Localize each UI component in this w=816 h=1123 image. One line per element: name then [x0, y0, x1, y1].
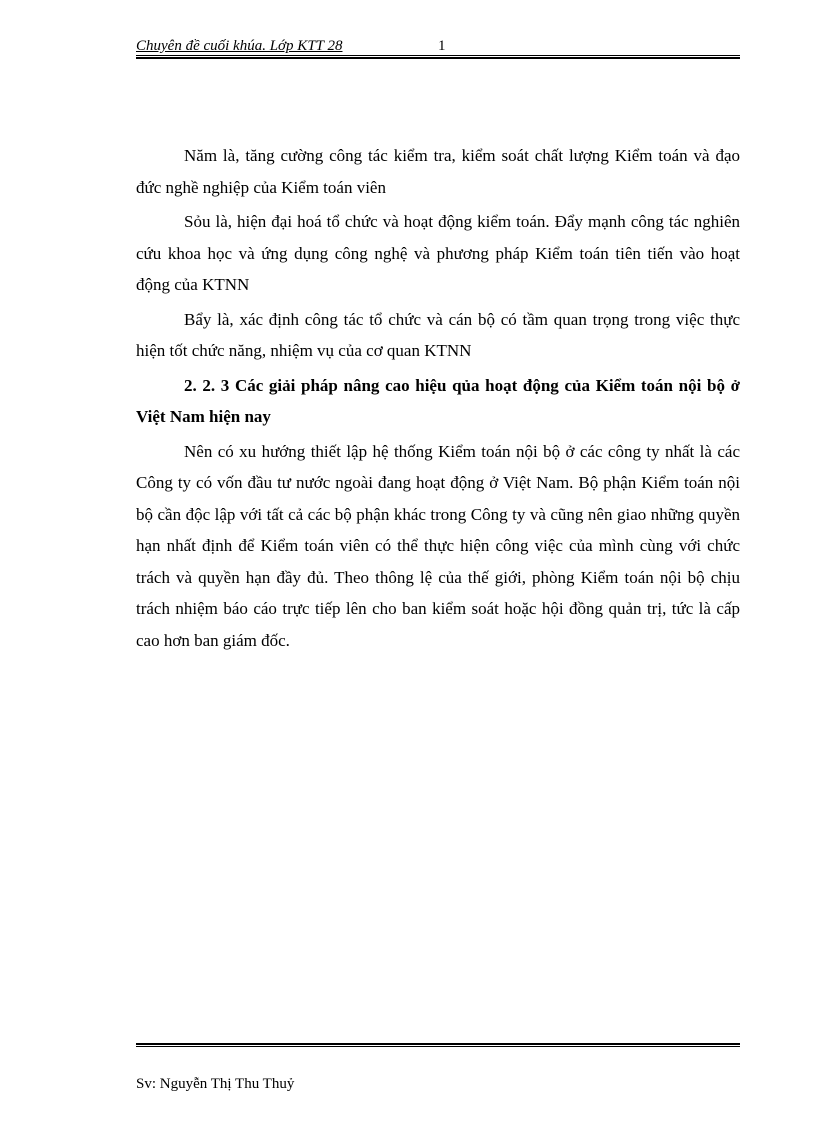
document-body	[136, 140, 740, 659]
paragraph-bay-la: Bẩy là, xác định công tác tổ chức và cán bộ có tầm quan trọng trong việc thực hiện tốt chức năng, nhiệm vụ của cơ quan KTNN	[136, 309, 740, 360]
footer-author: Sv: Nguyễn Thị Thu Thuỷ	[136, 1076, 295, 1092]
paragraph-nam-la: Năm là, tăng cường công tác kiểm tra, kiểm soát chất lượng Kiểm toán và đạo đức nghề nghiệp của Kiểm toán viên	[136, 146, 740, 197]
page-number: 1	[438, 38, 446, 54]
paragraph-internal-audit: Nên có xu hướng thiết lập hệ thống Kiểm toán nội bộ ở các công ty nhất là các Công ty có vốn đầu tư nước ngoài đang hoạt động ở Việt Nam. Bộ phận Kiểm toán nội bộ cần độc lập với tất cả các bộ phận khác trong Công ty và cũng nên giao những quyền hạn nhất định để Kiểm toán viên có thể thực hiện công việc của mình cùng với chức trách và quyền hạn đầy đủ. Theo thông lệ của thế giới, phòng Kiểm toán nội bộ chịu trách nhiệm báo cáo trực tiếp lên cho ban kiểm soát hoặc hội đồng quản trị, tức là cấp cao hơn ban giám đốc.	[136, 441, 740, 650]
paragraph-sau-la: Sỏu là, hiện đại hoá tổ chức và hoạt động kiểm toán. Đẩy mạnh công tác nghiên cứu khoa học và ứng dụng công nghệ và phương pháp Kiểm toán tiên tiến vào hoạt động của KTNN	[136, 212, 740, 294]
section-heading: 2. 2. 3 Các giải pháp nâng cao hiệu qủa hoạt động của Kiểm toán nội bộ ở Việt Nam hiện nay	[136, 375, 740, 426]
header-divider	[136, 55, 740, 59]
footer-divider	[136, 1043, 740, 1047]
header-title: Chuyên đề cuối khúa. Lớp KTT 28	[136, 38, 343, 54]
